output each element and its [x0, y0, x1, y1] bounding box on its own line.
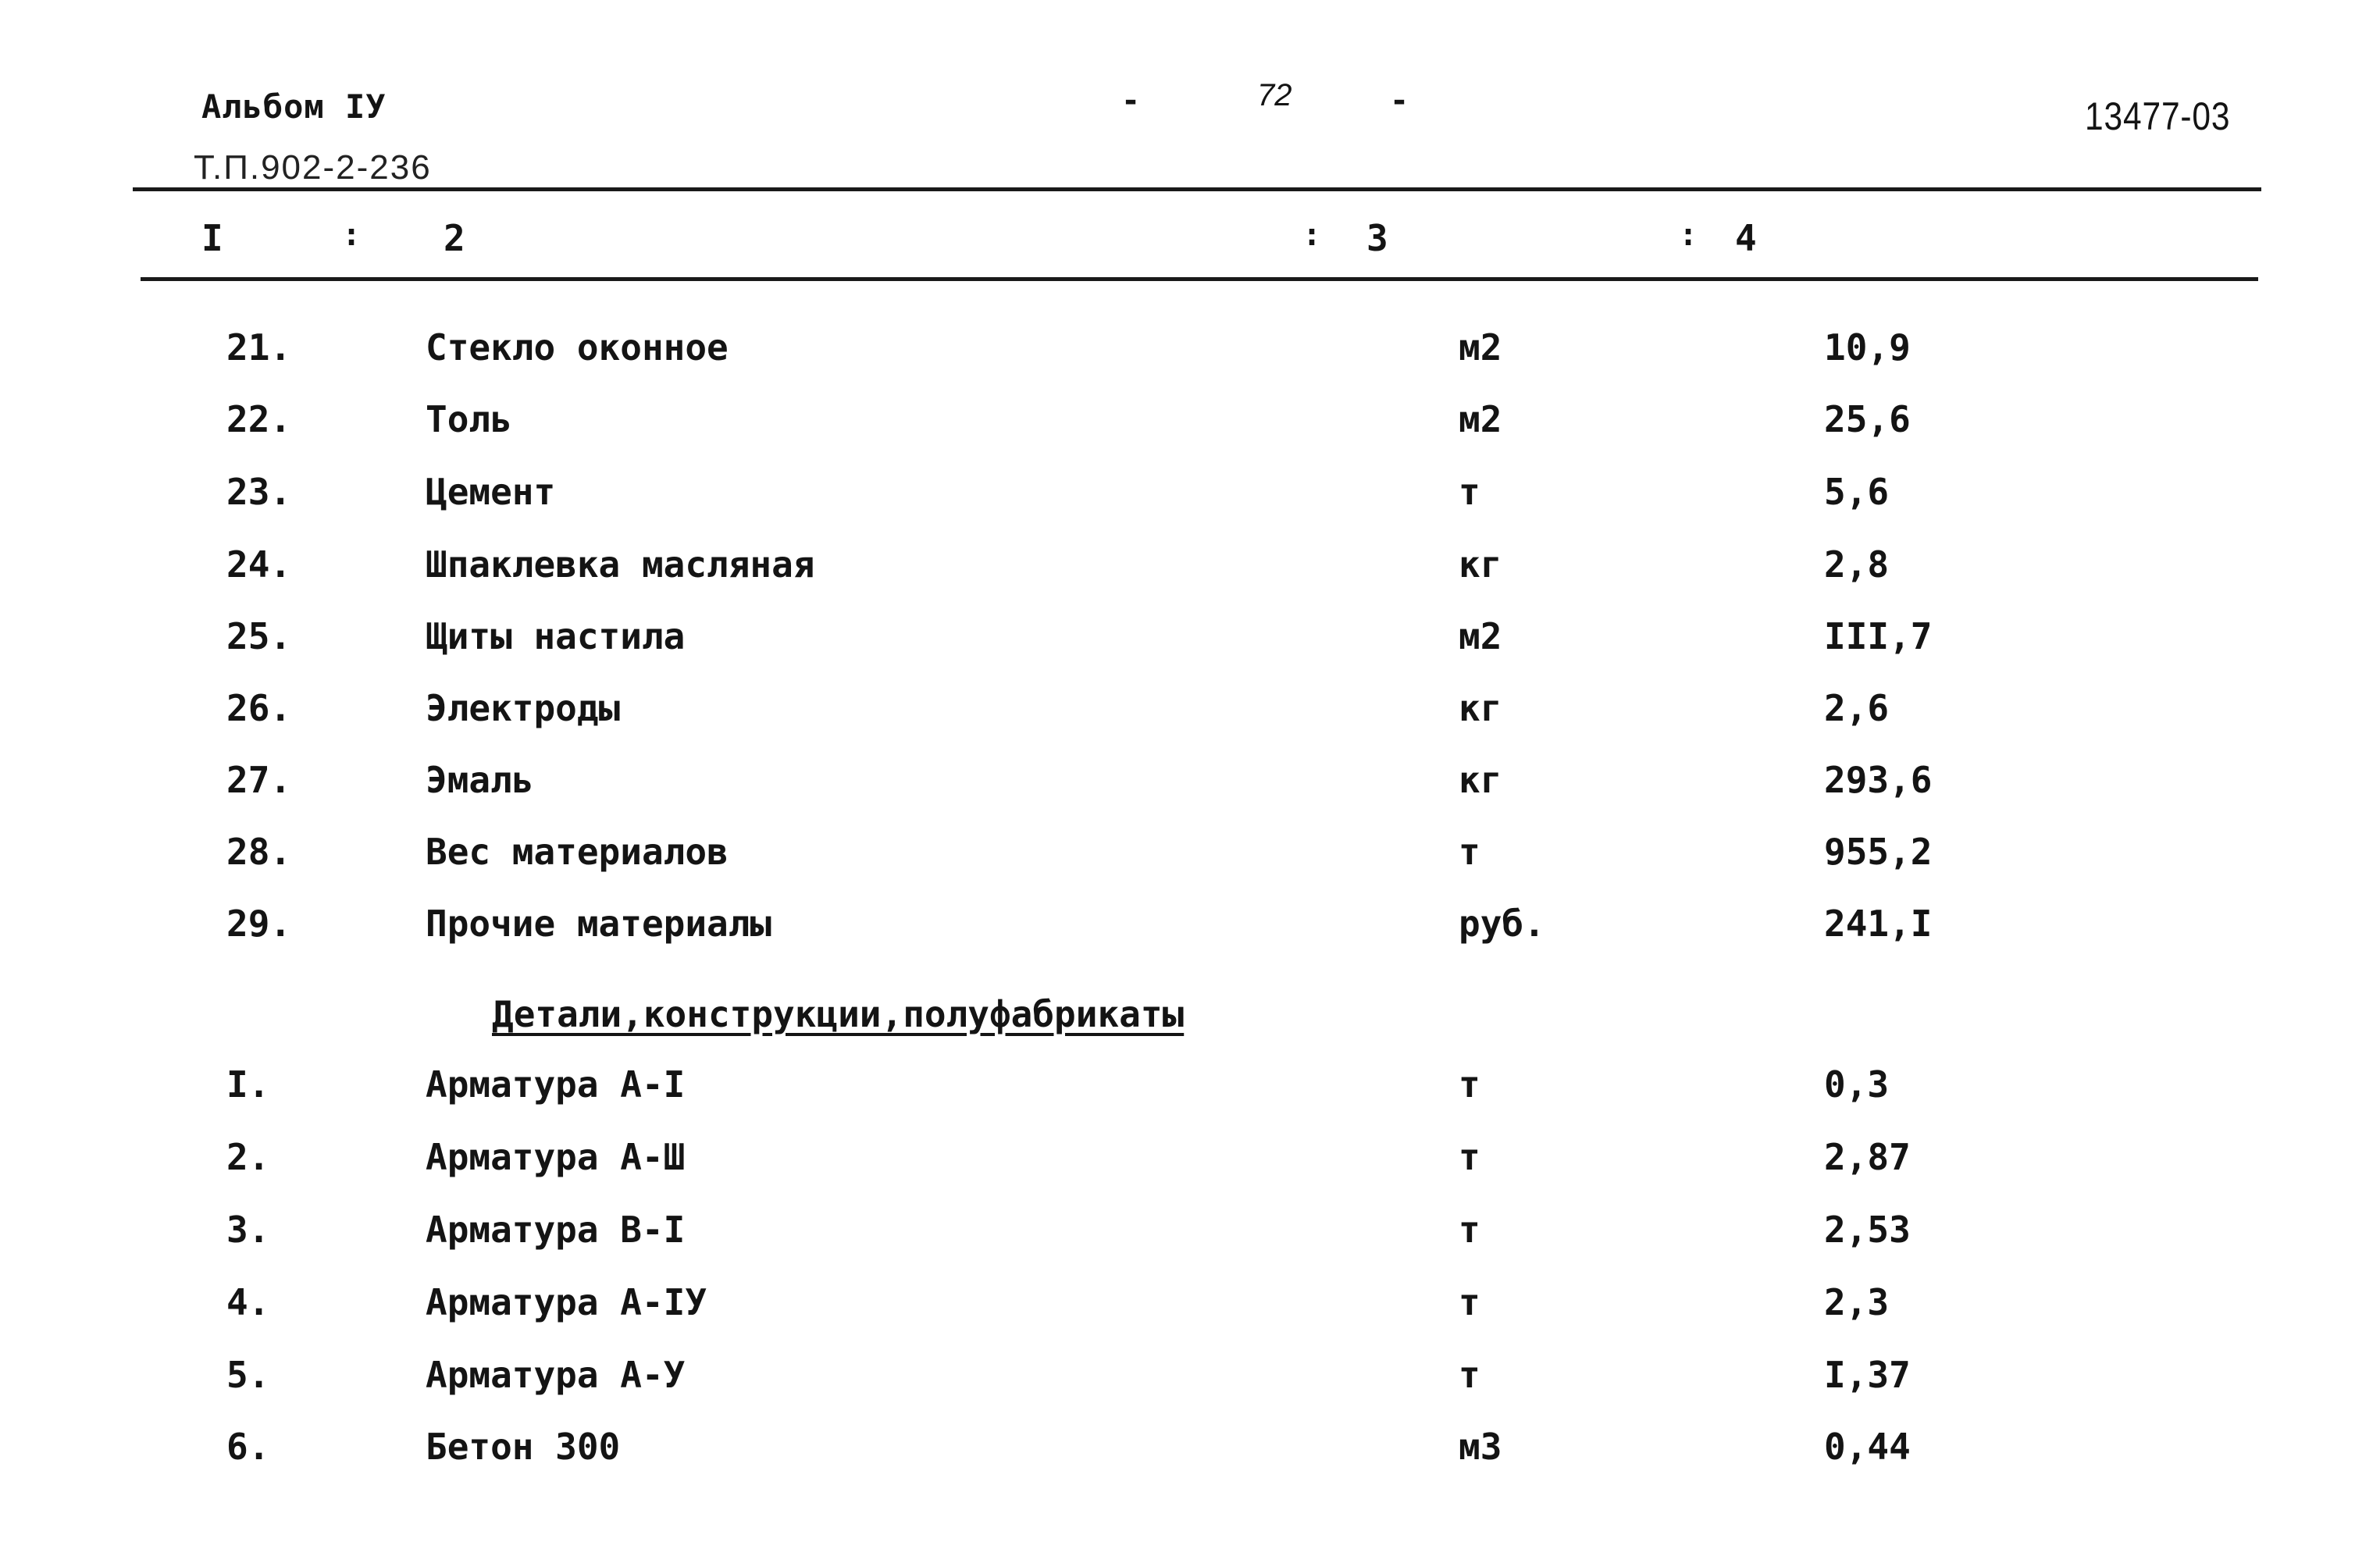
row-name: Цемент — [426, 471, 556, 513]
table-row — [0, 831, 2380, 878]
row-name: Щиты настила — [426, 615, 686, 657]
column-separator-1: : — [342, 217, 362, 253]
row-unit: м3 — [1459, 1426, 1502, 1468]
row-number: 26. — [226, 687, 292, 729]
row-number: 25. — [226, 615, 292, 657]
section-title: Детали,конструкции,полуфабрикаты — [492, 993, 1185, 1035]
row-name: Арматура А-I — [426, 1063, 686, 1106]
row-name: Электроды — [426, 687, 621, 729]
table-row — [0, 326, 2380, 373]
project-code: Т.П.902-2-236 — [194, 148, 432, 187]
row-quantity: 0,3 — [1824, 1063, 1890, 1106]
row-number: 5. — [226, 1354, 270, 1396]
header-rule-top — [133, 187, 2261, 191]
album-label: Альбом IУ — [201, 87, 387, 126]
row-name: Бетон 300 — [426, 1426, 621, 1468]
row-unit: м2 — [1459, 398, 1502, 440]
row-quantity: 2,3 — [1824, 1281, 1890, 1323]
row-name: Толь — [426, 398, 512, 440]
row-name: Арматура А-У — [426, 1354, 686, 1396]
table-row — [0, 1354, 2380, 1401]
table-row — [0, 1136, 2380, 1183]
row-number: 29. — [226, 903, 292, 945]
row-unit: т — [1459, 1063, 1480, 1106]
column-separator-2: : — [1302, 217, 1322, 253]
row-quantity: 2,53 — [1824, 1209, 1911, 1251]
row-name: Прочие материалы — [426, 903, 772, 945]
row-unit: т — [1459, 1136, 1480, 1178]
row-number: 21. — [226, 326, 292, 369]
table-row — [0, 1281, 2380, 1328]
page-number-dash-left: - — [1121, 83, 1141, 119]
row-name: Стекло оконное — [426, 326, 729, 369]
page-number: 72 — [1257, 78, 1292, 112]
row-unit: т — [1459, 831, 1480, 873]
row-quantity: 955,2 — [1824, 831, 1933, 873]
table-row — [0, 759, 2380, 806]
table-row — [0, 687, 2380, 734]
row-quantity: 0,44 — [1824, 1426, 1911, 1468]
table-row — [0, 903, 2380, 949]
row-unit: т — [1459, 471, 1480, 513]
row-unit: кг — [1459, 543, 1502, 586]
row-unit: т — [1459, 1281, 1480, 1323]
row-unit: кг — [1459, 759, 1502, 801]
header-rule-bottom — [141, 277, 2258, 281]
row-name: Арматура А-Ш — [426, 1136, 686, 1178]
row-name: Эмаль — [426, 759, 534, 801]
row-quantity: 2,6 — [1824, 687, 1890, 729]
table-row — [0, 398, 2380, 445]
row-number: 6. — [226, 1426, 270, 1468]
row-quantity: 25,6 — [1824, 398, 1911, 440]
table-row — [0, 1426, 2380, 1472]
column-3-header: 3 — [1366, 217, 1388, 259]
row-quantity: 10,9 — [1824, 326, 1911, 369]
row-number: I. — [226, 1063, 270, 1106]
row-name: Шпаклевка масляная — [426, 543, 815, 586]
table-row — [0, 471, 2380, 518]
page-number-dash-right: - — [1390, 83, 1409, 119]
row-unit: кг — [1459, 687, 1502, 729]
row-unit: т — [1459, 1354, 1480, 1396]
column-separator-3: : — [1679, 217, 1698, 253]
row-quantity: 2,87 — [1824, 1136, 1911, 1178]
row-unit: м2 — [1459, 615, 1502, 657]
row-number: 2. — [226, 1136, 270, 1178]
row-name: Арматура А-IУ — [426, 1281, 707, 1323]
column-2-header: 2 — [444, 217, 465, 259]
row-unit: руб. — [1459, 903, 1545, 945]
row-quantity: I,37 — [1824, 1354, 1911, 1396]
row-number: 27. — [226, 759, 292, 801]
row-unit: м2 — [1459, 326, 1502, 369]
row-quantity: 293,6 — [1824, 759, 1933, 801]
table-row — [0, 1063, 2380, 1110]
table-row — [0, 615, 2380, 662]
table-row — [0, 543, 2380, 590]
row-number: 23. — [226, 471, 292, 513]
row-number: 3. — [226, 1209, 270, 1251]
column-4-header: 4 — [1735, 217, 1757, 259]
row-number: 22. — [226, 398, 292, 440]
document-number: 13477-03 — [2085, 94, 2231, 138]
row-unit: т — [1459, 1209, 1480, 1251]
row-number: 28. — [226, 831, 292, 873]
table-row — [0, 1209, 2380, 1255]
row-name: Арматура В-I — [426, 1209, 686, 1251]
row-number: 4. — [226, 1281, 270, 1323]
column-1-header: I — [201, 217, 223, 259]
row-quantity: 241,I — [1824, 903, 1933, 945]
row-quantity: 2,8 — [1824, 543, 1890, 586]
row-quantity: 5,6 — [1824, 471, 1890, 513]
row-number: 24. — [226, 543, 292, 586]
row-quantity: III,7 — [1824, 615, 1933, 657]
row-name: Вес материалов — [426, 831, 729, 873]
